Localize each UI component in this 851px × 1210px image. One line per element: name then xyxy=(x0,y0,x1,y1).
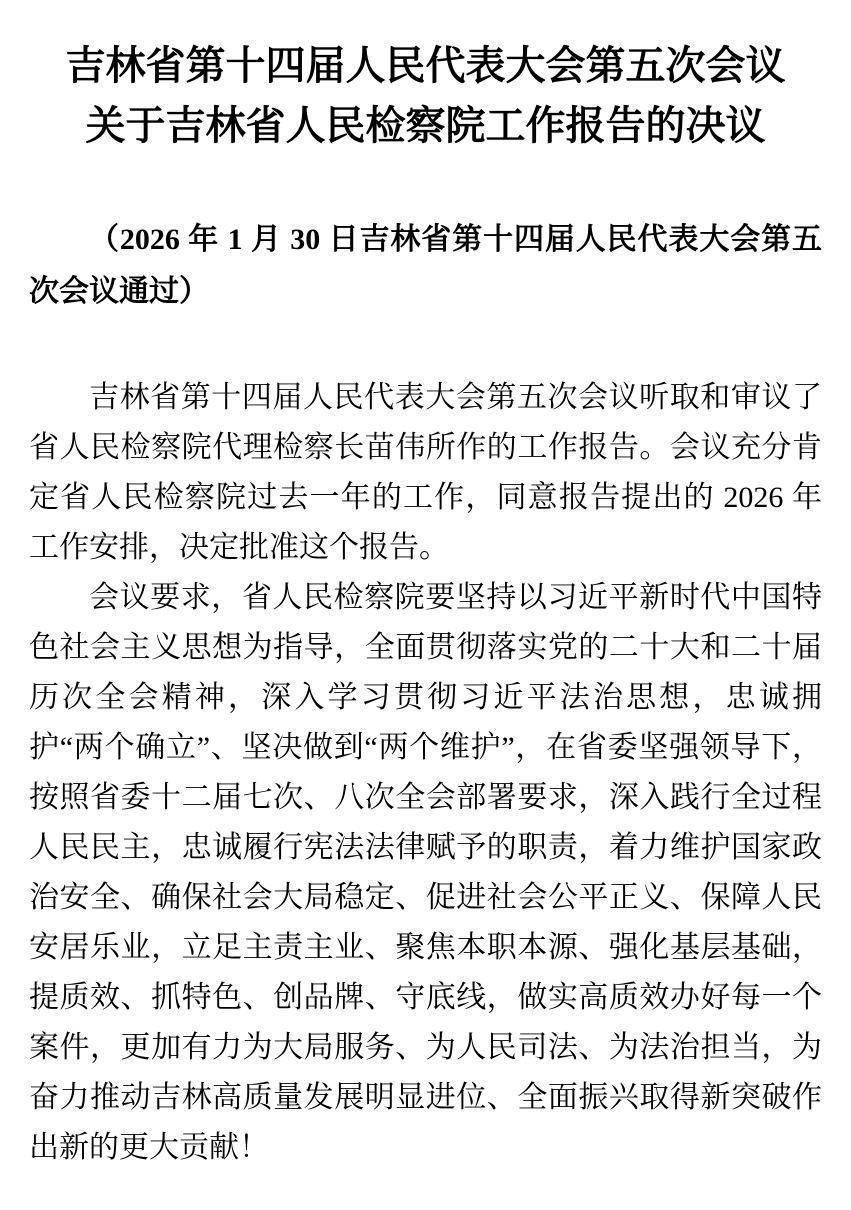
paragraph-meeting-requirements: 会议要求，省人民检察院要坚持以习近平新时代中国特色社会主义思想为指导，全面贯彻落实党的二十大和二十届历次全会精神，深入学习贯彻习近平法治思想，忠诚拥护“两个确立”、坚决做到“两个维护”，在省委坚强领导下，按照省委十二届七次、八次全会部署要求，深入践行全过程人民民主，忠诚履行宪法法律赋予的职责，着力维护国家政治安全、确保社会大局稳定、促进社会公平正义、保障人民安居乐业，立足主责主业、聚焦本职本源、强化基层基础，提质效、抓特色、创品牌、守底线，做实高质效办好每一个案件，更加有力为大局服务、为人民司法、为法治担当，为奋力推动吉林高质量发展明显进位、全面振兴取得新突破作出新的更大贡献！ xyxy=(29,581,822,1164)
paragraph-report-approval: 吉林省第十四届人民代表大会第五次会议听取和审议了省人民检察院代理检察长苗伟所作的工作报告。会议充分肯定省人民检察院过去一年的工作，同意报告提出的 2026 年工作安排，决定批准这个报告。 xyxy=(29,381,822,564)
document-title xyxy=(29,36,822,156)
title-line-1: 吉林省第十四届人民代表大会第五次会议 xyxy=(65,43,786,88)
title-line-2: 关于吉林省人民检察院工作报告的决议 xyxy=(85,103,766,148)
adoption-date-note: （2026 年 1 月 30 日吉林省第十四届人民代表大会第五次会议通过） xyxy=(29,223,822,308)
